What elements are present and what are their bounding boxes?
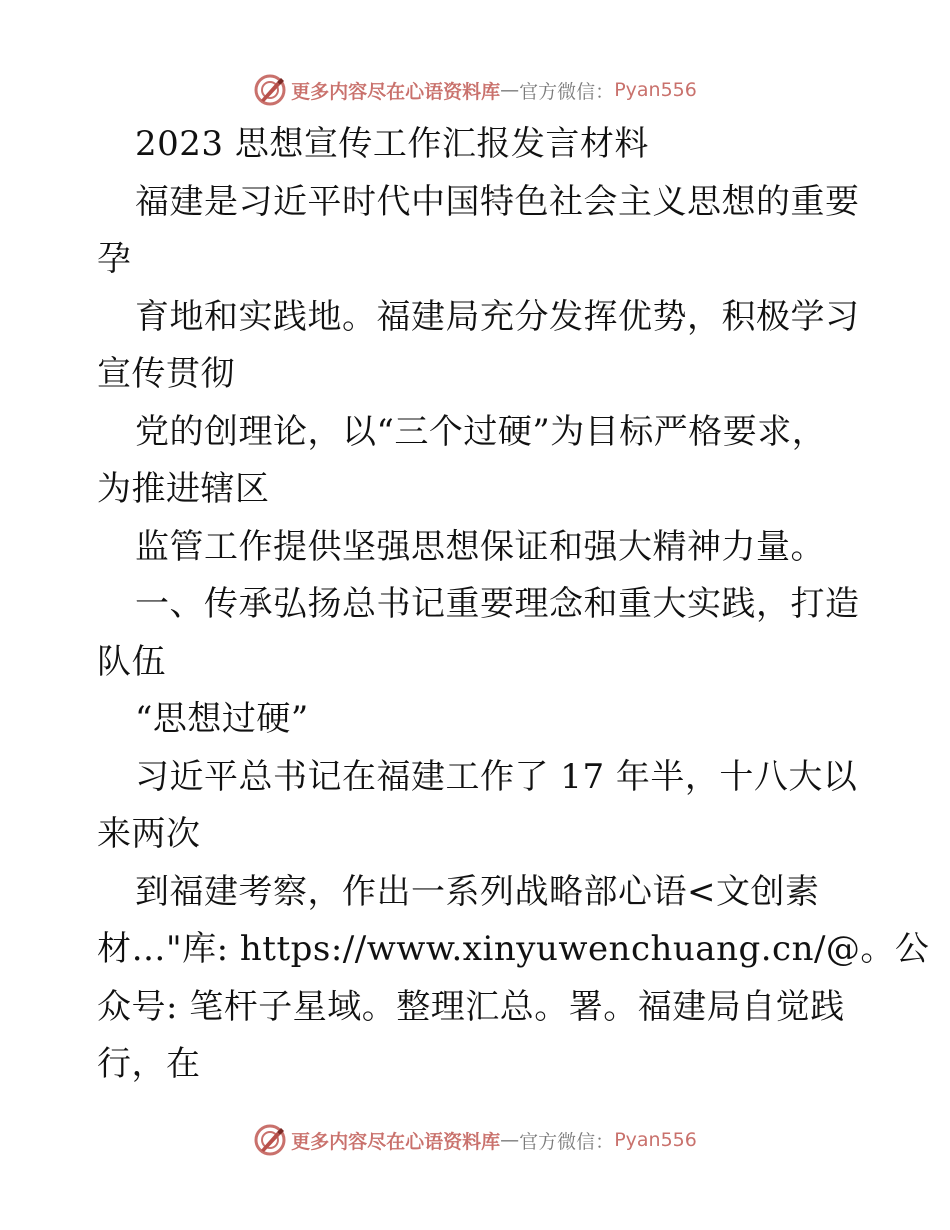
watermark-dash: — — [500, 1129, 520, 1151]
text-line: 党的创理论，以“三个过硬”为目标严格要求， — [135, 411, 827, 452]
text-line: 监管工作提供坚强思想保证和强大精神力量。 — [135, 526, 825, 567]
text-line: 习近平总书记在福建工作了 17 年半，十八大以 — [135, 756, 858, 797]
section-heading-line: 队伍 — [97, 641, 166, 682]
watermark-main-text: 更多内容尽在心语资料库 — [291, 80, 501, 103]
header-watermark — [0, 70, 950, 110]
text-line: 材…"库: https://www.xinyuwenchuang.cn/@。公 — [97, 929, 930, 969]
pen-logo-icon — [253, 1123, 287, 1157]
text-line: 行，在 — [97, 1044, 201, 1084]
watermark-dash: — — [500, 79, 520, 101]
section-heading-line: “思想过硬” — [135, 699, 309, 739]
text-line: 到福建考察，作出一系列战略部心语<文创素 — [135, 871, 820, 912]
document-title: 2023 思想宣传工作汇报发言材料 — [135, 124, 649, 164]
text-line: 众号: 笔杆子星域。整理汇总。署。福建局自觉践 — [97, 986, 845, 1027]
text-line: 宣传贯彻 — [97, 354, 235, 394]
section-heading-line: 一、传承弘扬总书记重要理念和重大实践，打造 — [135, 584, 860, 624]
text-line: 孕 — [97, 239, 132, 279]
text-line: 来两次 — [97, 814, 201, 854]
pen-logo-icon — [253, 73, 287, 107]
watermark-wechat-id: Pyan556 — [614, 79, 697, 101]
watermark-wechat-label: 官方微信： — [519, 80, 615, 103]
watermark-main-text: 更多内容尽在心语资料库 — [291, 1130, 501, 1153]
document-body — [97, 116, 930, 1094]
text-line: 育地和实践地。福建局充分发挥优势，积极学习 — [135, 296, 860, 337]
text-line: 福建是习近平时代中国特色社会主义思想的重要 — [135, 181, 860, 222]
watermark-wechat-label: 官方微信： — [519, 1130, 615, 1153]
watermark-wechat-id: Pyan556 — [614, 1129, 697, 1151]
footer-watermark — [0, 1120, 950, 1160]
text-line: 为推进辖区 — [97, 469, 270, 509]
